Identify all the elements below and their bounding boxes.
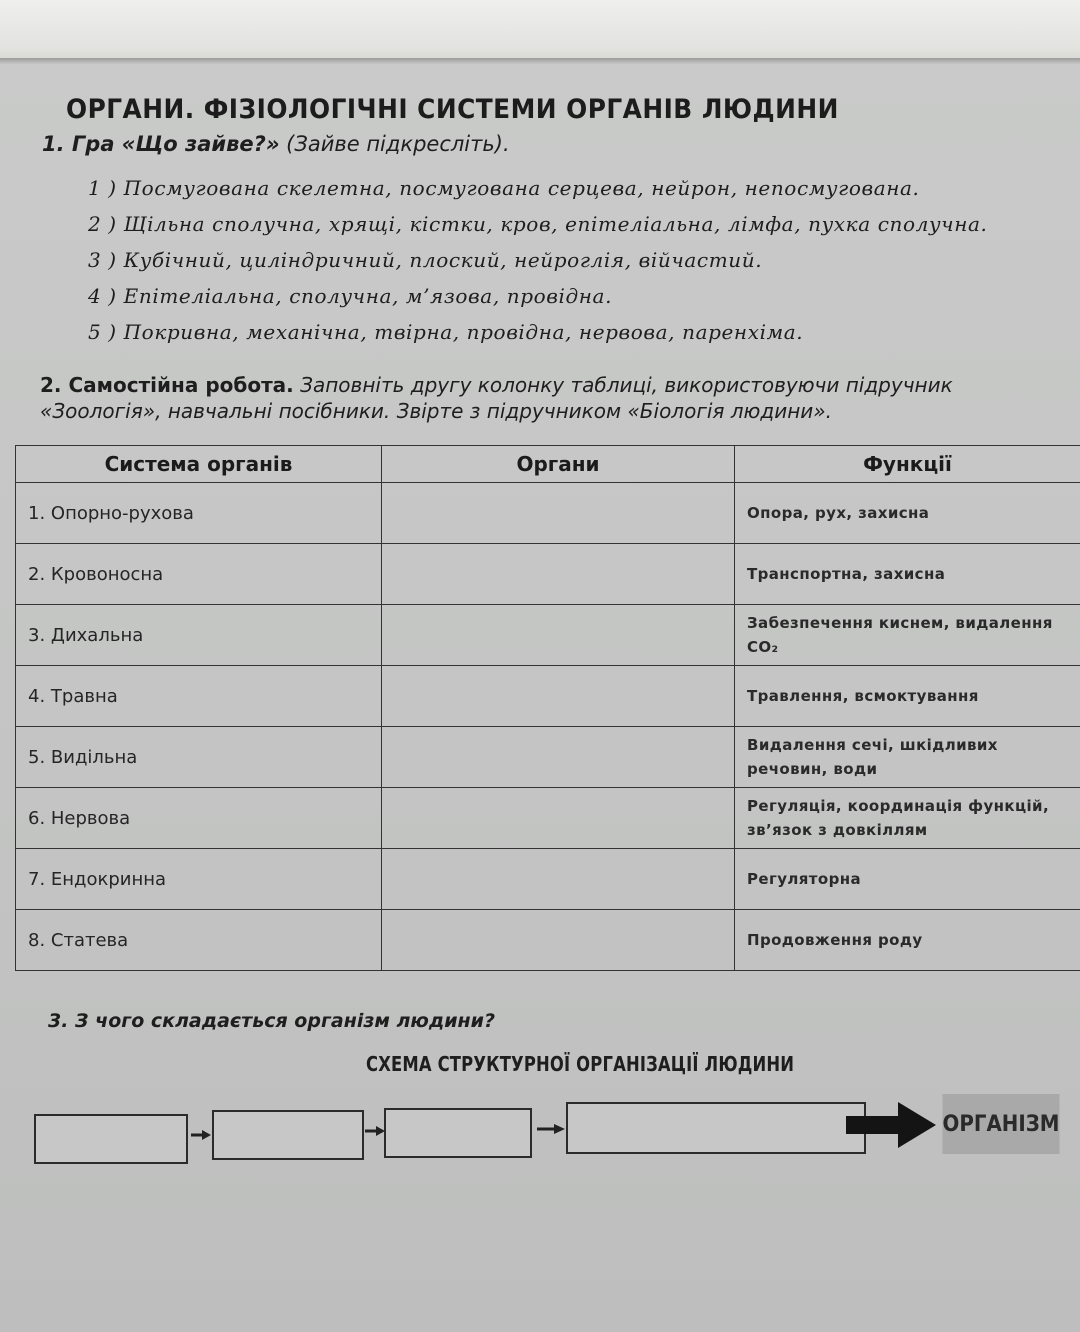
system-cell: 8. Статева: [16, 910, 382, 971]
function-cell: Регуляція, координація функцій, зв’язок з довкіллям: [735, 788, 1080, 849]
table-row: [16, 483, 1080, 544]
organs-cell[interactable]: [382, 727, 735, 788]
option-item[interactable]: 1 ) Посмугована скелетна, посмугована серцева, нейрон, непосмугована.: [88, 176, 920, 200]
task1-options: [88, 170, 1080, 350]
task2-title: 2. Самостійна робота.: [40, 373, 294, 397]
table-header-row: [16, 446, 1080, 483]
scheme-title: СХЕМА СТРУКТУРНОЇ ОРГАНІЗАЦІЇ ЛЮДИНИ: [366, 1052, 795, 1076]
task1-note: (Зайве підкресліть).: [286, 132, 510, 156]
system-cell: 1. Опорно-рухова: [16, 483, 382, 544]
organs-cell[interactable]: [382, 483, 735, 544]
organs-cell[interactable]: [382, 849, 735, 910]
page-edge: [0, 58, 1080, 64]
table-row: [16, 910, 1080, 971]
table-row: [16, 605, 1080, 666]
option-item[interactable]: 4 ) Епітеліальна, сполучна, м’язова, провідна.: [88, 284, 613, 308]
arrow-right-icon: [364, 1124, 386, 1138]
table-row: [16, 666, 1080, 727]
system-cell: 6. Нервова: [16, 788, 382, 849]
table-row: [16, 849, 1080, 910]
organs-cell[interactable]: [382, 605, 735, 666]
system-cell: 3. Дихальна: [16, 605, 382, 666]
organism-box: ОРГАНІЗМ: [943, 1094, 1060, 1154]
system-cell: 2. Кровоносна: [16, 544, 382, 605]
table-row: [16, 788, 1080, 849]
option-item[interactable]: 3 ) Кубічний, циліндричний, плоский, нейроглія, війчастий.: [88, 248, 763, 272]
task3-heading: 3. З чого складається організм людини?: [48, 1010, 496, 1032]
header-organs: Органи: [382, 446, 735, 483]
organs-cell[interactable]: [382, 788, 735, 849]
task1-heading: [42, 132, 510, 156]
header-functions: Функції: [735, 446, 1080, 483]
function-cell: Видалення сечі, шкідливих речовин, води: [735, 727, 1080, 788]
system-cell: 4. Травна: [16, 666, 382, 727]
task2-text-2: «Зоологія», навчальні посібники. Звірте з підручником «Біологія людини».: [40, 399, 832, 423]
scheme-box-1[interactable]: [34, 1114, 188, 1164]
option-item[interactable]: 5 ) Покривна, механічна, твірна, провідна, нервова, паренхіма.: [88, 320, 804, 344]
organs-cell[interactable]: [382, 544, 735, 605]
task1-title: 1. Гра «Що зайве?»: [42, 132, 280, 156]
system-cell: 5. Видільна: [16, 727, 382, 788]
page-title: ОРГАНИ. ФІЗІОЛОГІЧНІ СИСТЕМИ ОРГАНІВ ЛЮДИНИ: [66, 94, 839, 125]
header-system: Система органів: [16, 446, 382, 483]
task2-text-1: Заповніть другу колонку таблиці, використовуючи підручник: [300, 373, 953, 397]
function-cell: Регуляторна: [735, 849, 1080, 910]
table-row: [16, 727, 1080, 788]
scheme-box-4[interactable]: [566, 1102, 866, 1154]
function-cell: Продовження роду: [735, 910, 1080, 971]
arrow-right-icon: [846, 1098, 938, 1152]
organs-cell[interactable]: [382, 910, 735, 971]
scheme-box-3[interactable]: [384, 1108, 532, 1158]
option-item[interactable]: 2 ) Щільна сполучна, хрящі, кістки, кров, епітеліальна, лімфа, пухка сполучна.: [88, 212, 988, 236]
task2-line-1: [40, 372, 1080, 398]
arrow-right-icon: [190, 1128, 212, 1142]
function-cell: Транспортна, захисна: [735, 544, 1080, 605]
system-cell: 7. Ендокринна: [16, 849, 382, 910]
organ-systems-table: [15, 445, 1080, 971]
scheme-box-2[interactable]: [212, 1110, 364, 1160]
function-cell: Травлення, всмоктування: [735, 666, 1080, 727]
task2-line-2: [40, 398, 1080, 424]
task2-instructions: [40, 372, 1080, 424]
function-cell: Забезпечення киснем, видалення CO₂: [735, 605, 1080, 666]
organs-cell[interactable]: [382, 666, 735, 727]
function-cell: Опора, рух, захисна: [735, 483, 1080, 544]
arrow-right-icon: [536, 1122, 566, 1136]
table-row: [16, 544, 1080, 605]
